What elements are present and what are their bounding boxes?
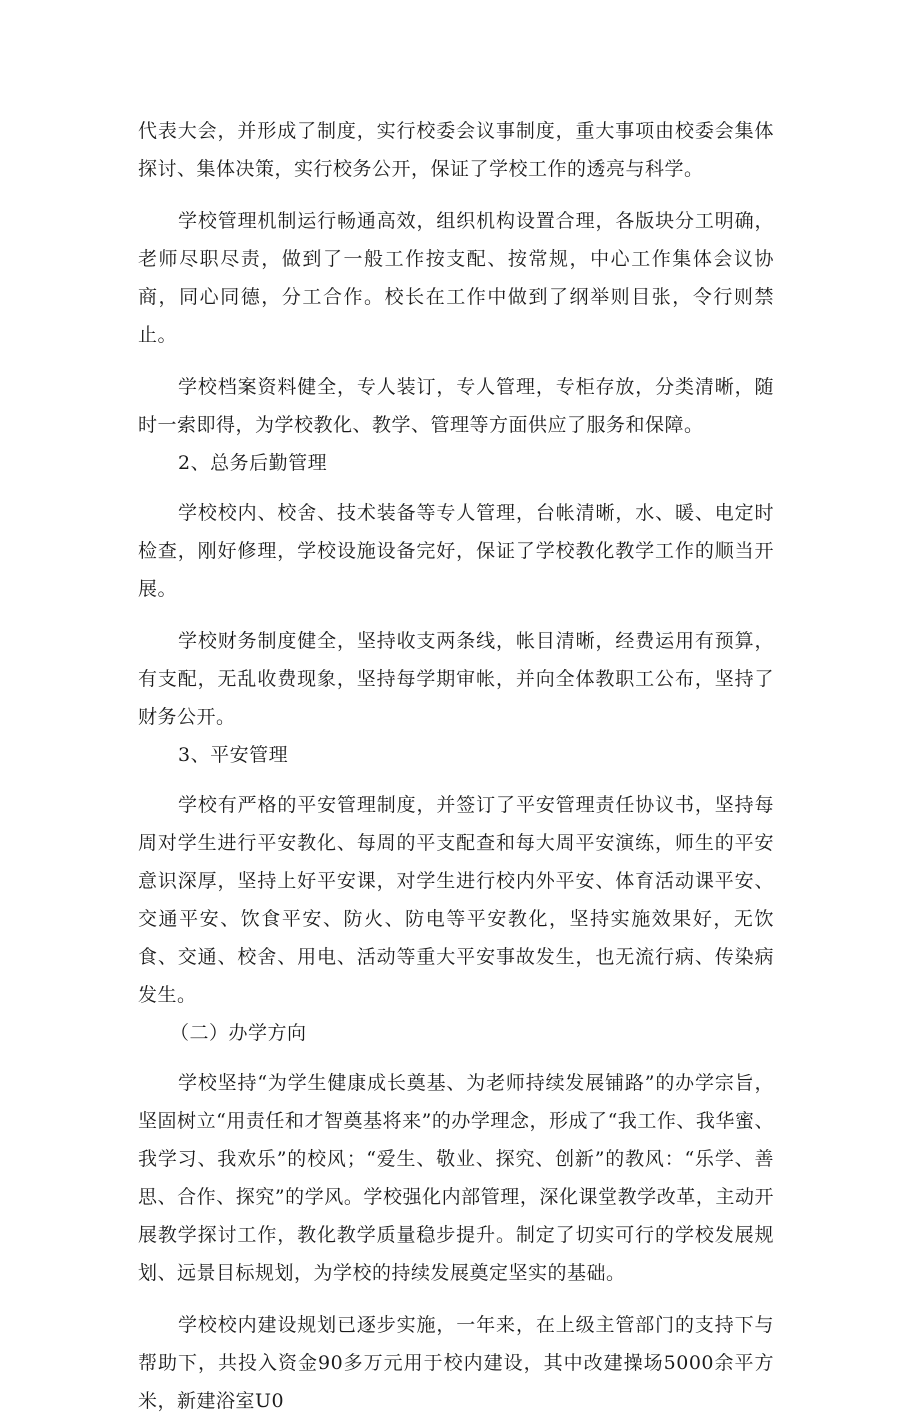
heading-school-direction: （二）办学方向 [170,1022,307,1044]
paragraph-school-philosophy: 学校坚持“为学生健康成长奠基、为老师持续发展铺路”的办学宗旨，坚固树立“用责任和才智奠基将来”的办学理念，形成了“我工作、我华蜜、我学习、我欢乐”的校风；“爱生、敬业、探究、创新”的教风：“乐学、善思、合作、探究”的学风。学校强化内部管理，深化课堂教学改革，主动开展教学探讨工作，教化教学质量稳步提升。制定了切实可行的学校发展规划、远景目标规划，为学校的持续发展奠定坚实的基础。 [138,1072,774,1284]
paragraph-facilities: 学校校内、校舍、技术装备等专人管理，台帐清晰，水、暖、电定时检查，刚好修理，学校设施设备完好，保证了学校教化教学工作的顺当开展。 [138,502,774,600]
paragraph-management-mechanism: 学校管理机制运行畅通高效，组织机构设置合理，各版块分工明确，老师尽职尽责，做到了一般工作按支配、按常规，中心工作集体会议协商，同心同德，分工合作。校长在工作中做到了纲举则目张，令行则禁止。 [138,210,774,346]
paragraph-finance: 学校财务制度健全，坚持收支两条线，帐目清晰，经费运用有预算，有支配，无乱收费现象，坚持每学期审帐，并向全体教职工公布，坚持了财务公开。 [138,630,774,728]
heading-safety-management: 3、平安管理 [178,744,289,766]
heading-general-affairs: 2、总务后勤管理 [178,452,328,474]
paragraph-school-council: 代表大会，并形成了制度，实行校委会议事制度，重大事项由校委会集体探讨、集体决策，实行校务公开，保证了学校工作的透亮与科学。 [138,120,774,180]
paragraph-safety: 学校有严格的平安管理制度，并签订了平安管理责任协议书，坚持每周对学生进行平安教化、每周的平支配查和每大周平安演练，师生的平安意识深厚，坚持上好平安课，对学生进行校内外平安、体育活动课平安、交通平安、饮食平安、防火、防电等平安教化，坚持实施效果好，无饮食、交通、校舍、用电、活动等重大平安事故发生，也无流行病、传染病发生。 [138,794,774,1006]
body-text [138,112,774,1420]
paragraph-archives: 学校档案资料健全，专人装订，专人管理，专柜存放，分类清晰，随时一索即得，为学校教化、教学、管理等方面供应了服务和保障。 [138,376,774,436]
paragraph-campus-construction: 学校校内建设规划已逐步实施，一年来，在上级主管部门的支持下与帮助下，共投入资金90多万元用于校内建设，其中改建操场5000余平方米，新建浴室U0 [138,1314,774,1412]
